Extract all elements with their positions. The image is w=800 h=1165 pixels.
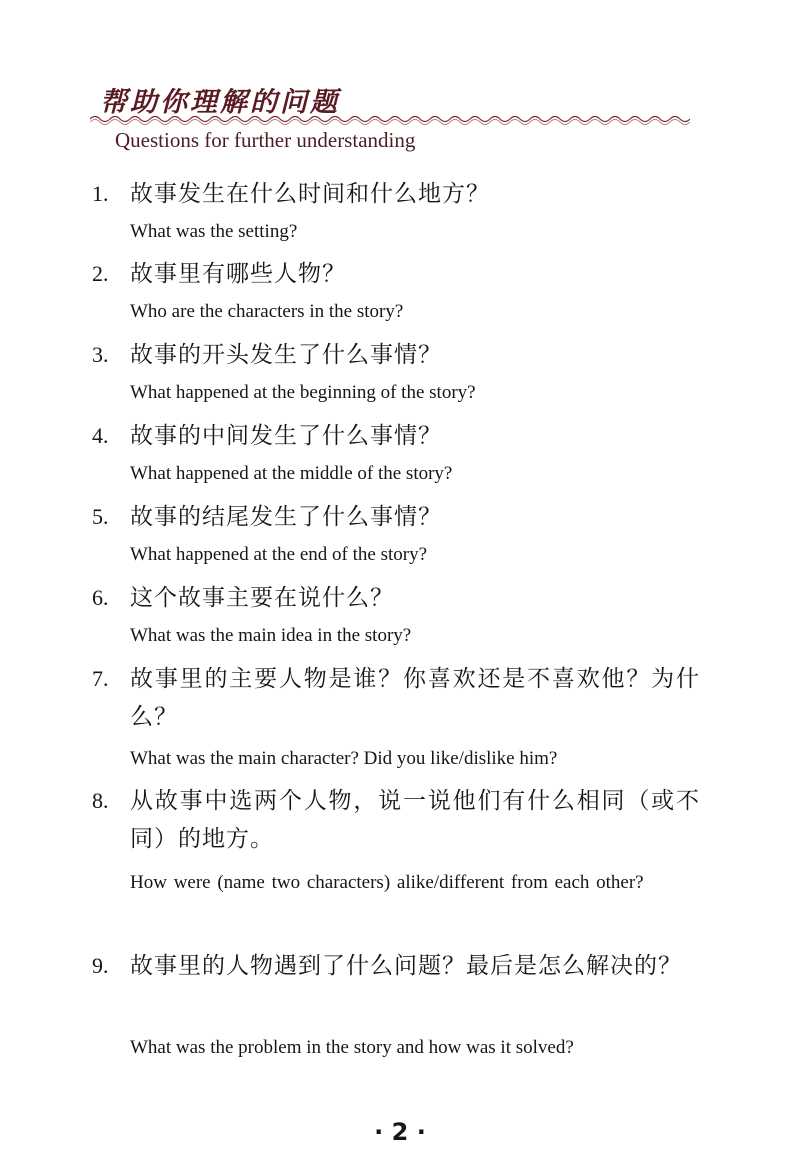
question-number: 7. [92,666,109,691]
question-number: 4. [92,423,109,448]
question-chinese: 故事里有哪些人物？ [130,261,346,287]
question-number: 8. [92,788,109,813]
question-english: What was the main idea in the story? [130,625,412,646]
question-chinese: 故事的结尾发生了什么事情？ [130,504,442,530]
question-chinese: 故事里的主要人物是谁？你喜欢还是不喜欢他？为什么？ [130,666,700,730]
question-chinese: 故事里的人物遇到了什么问题？最后是怎么解决的？ [130,953,682,979]
question-chinese: 从故事中选两个人物，说一说他们有什么相同（或不同）的地方。 [130,788,700,852]
question-english: What was the main character? Did you like/dislike him? [130,748,558,769]
question-english: What happened at the middle of the story? [130,463,453,484]
question-english: What was the setting? [130,221,298,242]
question-english: How were (name two characters) alike/different from each other? [130,872,644,893]
section-subtitle: Questions for further understanding [115,128,416,152]
question-chinese: 这个故事主要在说什么？ [130,585,394,611]
question-number: 1. [92,181,109,206]
question-number: 3. [92,342,109,367]
question-number: 6. [92,585,109,610]
section-title: 帮助你理解的问题 [100,87,340,118]
question-english: Who are the characters in the story? [130,301,404,322]
question-chinese: 故事发生在什么时间和什么地方？ [130,181,490,207]
question-chinese: 故事的中间发生了什么事情？ [130,423,442,449]
page-number: · 2 · [374,1118,426,1146]
question-english: What happened at the end of the story? [130,544,428,565]
question-number: 2. [92,261,109,286]
question-chinese: 故事的开头发生了什么事情？ [130,342,442,368]
question-english: What happened at the beginning of the story? [130,382,476,403]
question-number: 5. [92,504,109,529]
question-number: 9. [92,953,109,978]
decorative-wavy-rule [90,112,690,126]
question-english: What was the problem in the story and how was it solved? [130,1037,574,1058]
